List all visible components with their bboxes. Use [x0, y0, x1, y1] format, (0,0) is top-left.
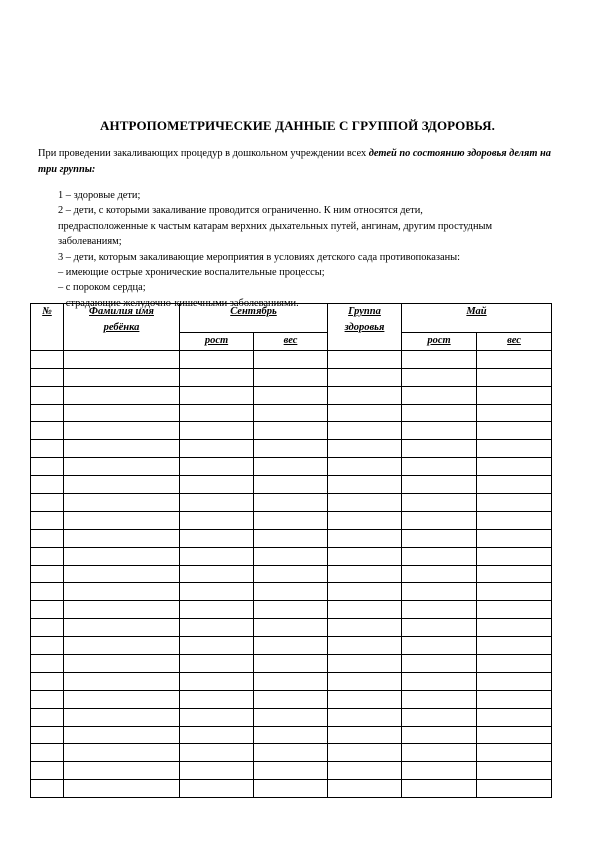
- table-cell[interactable]: [477, 422, 552, 440]
- table-cell[interactable]: [254, 690, 328, 708]
- table-cell[interactable]: [64, 529, 180, 547]
- table-cell[interactable]: [328, 511, 402, 529]
- table-cell[interactable]: [64, 350, 180, 368]
- table-row: [31, 422, 552, 440]
- table-cell[interactable]: [254, 476, 328, 494]
- table-row: [31, 780, 552, 798]
- table-cell[interactable]: [64, 440, 180, 458]
- table-cell[interactable]: [180, 547, 254, 565]
- table-cell[interactable]: [477, 583, 552, 601]
- table-row: [31, 708, 552, 726]
- table-cell[interactable]: [64, 476, 180, 494]
- table-cell[interactable]: [254, 780, 328, 798]
- table-cell[interactable]: [31, 494, 64, 512]
- table-cell[interactable]: [402, 350, 477, 368]
- table-cell[interactable]: [328, 762, 402, 780]
- table-row: [31, 762, 552, 780]
- table-cell[interactable]: [31, 744, 64, 762]
- table-cell[interactable]: [64, 655, 180, 673]
- table-cell[interactable]: [328, 726, 402, 744]
- table-cell[interactable]: [31, 386, 64, 404]
- table-cell[interactable]: [64, 726, 180, 744]
- table-cell[interactable]: [402, 440, 477, 458]
- page-title: АНТРОПОМЕТРИЧЕСКИЕ ДАННЫЕ С ГРУППОЙ ЗДОРОВЬЯ.: [100, 118, 495, 133]
- table-cell[interactable]: [31, 672, 64, 690]
- table-cell[interactable]: [31, 529, 64, 547]
- health-group-list: [58, 188, 568, 311]
- table-cell[interactable]: [180, 529, 254, 547]
- table-cell[interactable]: [328, 386, 402, 404]
- table-cell[interactable]: [64, 744, 180, 762]
- table-cell[interactable]: [180, 780, 254, 798]
- table-cell[interactable]: [254, 744, 328, 762]
- table-cell[interactable]: [180, 726, 254, 744]
- table-cell[interactable]: [31, 511, 64, 529]
- table-cell[interactable]: [477, 780, 552, 798]
- table-cell[interactable]: [477, 726, 552, 744]
- list-line: заболеваниям;: [58, 236, 122, 248]
- table-cell[interactable]: [328, 690, 402, 708]
- table-cell[interactable]: [64, 619, 180, 637]
- table-cell[interactable]: [180, 672, 254, 690]
- table-cell[interactable]: [328, 619, 402, 637]
- table-row: [31, 619, 552, 637]
- table-cell[interactable]: [328, 655, 402, 673]
- table-cell[interactable]: [254, 762, 328, 780]
- table-row: [31, 458, 552, 476]
- table-cell[interactable]: [31, 780, 64, 798]
- table-cell[interactable]: [402, 655, 477, 673]
- table-cell[interactable]: [64, 458, 180, 476]
- table-row: [31, 655, 552, 673]
- table-cell[interactable]: [477, 404, 552, 422]
- table-cell[interactable]: [64, 708, 180, 726]
- table-cell[interactable]: [477, 350, 552, 368]
- table-cell[interactable]: [31, 547, 64, 565]
- table-row: [31, 726, 552, 744]
- list-line: – имеющие острые хронические воспалительные процессы;: [58, 267, 325, 279]
- table-cell[interactable]: [31, 637, 64, 655]
- table-cell[interactable]: [477, 601, 552, 619]
- table-cell[interactable]: [180, 494, 254, 512]
- table-cell[interactable]: [477, 368, 552, 386]
- table-cell[interactable]: [477, 690, 552, 708]
- table-cell[interactable]: [254, 708, 328, 726]
- table-cell[interactable]: [477, 762, 552, 780]
- table-cell[interactable]: [402, 637, 477, 655]
- table-cell[interactable]: [180, 368, 254, 386]
- table-cell[interactable]: [402, 476, 477, 494]
- table-cell[interactable]: [328, 565, 402, 583]
- table-cell[interactable]: [477, 386, 552, 404]
- table-cell[interactable]: [31, 458, 64, 476]
- table-cell[interactable]: [31, 476, 64, 494]
- table-cell[interactable]: [31, 404, 64, 422]
- list-line: 3 – дети, которым закаливающие мероприятия в условиях детского сада противопоказаны:: [58, 251, 461, 263]
- table-cell[interactable]: [180, 708, 254, 726]
- table-cell[interactable]: [180, 386, 254, 404]
- table-cell[interactable]: [31, 422, 64, 440]
- table-cell[interactable]: [64, 690, 180, 708]
- table-cell[interactable]: [180, 476, 254, 494]
- intro-emphasis: детей по состоянию здоровья делят на три группы:: [38, 148, 551, 175]
- header-health-group: [328, 304, 402, 351]
- table-row: [31, 529, 552, 547]
- table-cell[interactable]: [180, 655, 254, 673]
- intro-paragraph: [38, 146, 563, 178]
- table-cell[interactable]: [477, 547, 552, 565]
- table-cell[interactable]: [402, 511, 477, 529]
- table-cell[interactable]: [477, 744, 552, 762]
- table-cell[interactable]: [328, 547, 402, 565]
- table-row: [31, 476, 552, 494]
- table-cell[interactable]: [477, 637, 552, 655]
- header-number: №: [31, 304, 64, 351]
- table-cell[interactable]: [180, 511, 254, 529]
- table-cell[interactable]: [328, 476, 402, 494]
- table-cell[interactable]: [477, 565, 552, 583]
- table-cell[interactable]: [402, 547, 477, 565]
- table-cell[interactable]: [402, 368, 477, 386]
- table-cell[interactable]: [477, 619, 552, 637]
- table-cell[interactable]: [180, 440, 254, 458]
- table-cell[interactable]: [477, 511, 552, 529]
- subheader-may-height: рост: [402, 333, 477, 351]
- header-may: Май: [402, 304, 552, 333]
- table-cell[interactable]: [31, 350, 64, 368]
- table-cell[interactable]: [254, 529, 328, 547]
- table-cell[interactable]: [64, 780, 180, 798]
- table-row: [31, 511, 552, 529]
- table-cell[interactable]: [402, 619, 477, 637]
- table-cell[interactable]: [328, 672, 402, 690]
- table-cell[interactable]: [64, 368, 180, 386]
- table-cell[interactable]: [180, 744, 254, 762]
- table-cell[interactable]: [328, 494, 402, 512]
- table-row: [31, 744, 552, 762]
- table-cell[interactable]: [254, 601, 328, 619]
- table-cell[interactable]: [31, 619, 64, 637]
- table-cell[interactable]: [180, 350, 254, 368]
- table-cell[interactable]: [328, 529, 402, 547]
- table-cell[interactable]: [254, 583, 328, 601]
- table-cell[interactable]: [254, 404, 328, 422]
- table-cell[interactable]: [402, 708, 477, 726]
- table-cell[interactable]: [254, 440, 328, 458]
- table-cell[interactable]: [31, 601, 64, 619]
- table-cell[interactable]: [64, 511, 180, 529]
- table-body: [31, 350, 552, 797]
- table-row: [31, 637, 552, 655]
- table-row: [31, 672, 552, 690]
- header-group-line1: Группа: [348, 306, 381, 317]
- table-row: [31, 583, 552, 601]
- table-cell[interactable]: [328, 780, 402, 798]
- table-cell[interactable]: [402, 744, 477, 762]
- table-row: [31, 547, 552, 565]
- table-cell[interactable]: [64, 672, 180, 690]
- table-cell[interactable]: [254, 422, 328, 440]
- table-cell[interactable]: [402, 780, 477, 798]
- table-cell[interactable]: [180, 637, 254, 655]
- table-cell[interactable]: [402, 726, 477, 744]
- anthropometric-table: [30, 303, 552, 798]
- table-cell[interactable]: [180, 583, 254, 601]
- table-cell[interactable]: [402, 386, 477, 404]
- subheader-may-weight: вес: [477, 333, 552, 351]
- table-cell[interactable]: [254, 637, 328, 655]
- table-row: [31, 386, 552, 404]
- table-cell[interactable]: [31, 565, 64, 583]
- table-cell[interactable]: [402, 494, 477, 512]
- table-cell[interactable]: [477, 476, 552, 494]
- header-group-line2: здоровья: [344, 322, 385, 333]
- table-cell[interactable]: [328, 350, 402, 368]
- table-cell[interactable]: [254, 494, 328, 512]
- subheader-sep-weight: вес: [254, 333, 328, 351]
- table-cell[interactable]: [31, 762, 64, 780]
- table-cell[interactable]: [254, 547, 328, 565]
- table-cell[interactable]: [328, 422, 402, 440]
- table-cell[interactable]: [402, 601, 477, 619]
- table-cell[interactable]: [402, 458, 477, 476]
- table-cell[interactable]: [477, 708, 552, 726]
- table-cell[interactable]: [31, 440, 64, 458]
- table-cell[interactable]: [64, 637, 180, 655]
- table-cell[interactable]: [31, 726, 64, 744]
- table-cell[interactable]: [477, 494, 552, 512]
- table-cell[interactable]: [328, 637, 402, 655]
- table-row: [31, 350, 552, 368]
- table-cell[interactable]: [254, 619, 328, 637]
- header-name: [64, 304, 180, 351]
- table-cell[interactable]: [402, 672, 477, 690]
- table-cell[interactable]: [254, 511, 328, 529]
- table-cell[interactable]: [328, 368, 402, 386]
- list-line: – страдающие желудочно-кишечными заболеваниями.: [58, 297, 299, 309]
- table-row: [31, 440, 552, 458]
- table-row: [31, 404, 552, 422]
- table-cell[interactable]: [402, 565, 477, 583]
- table-cell[interactable]: [328, 583, 402, 601]
- table-cell[interactable]: [254, 672, 328, 690]
- table-cell[interactable]: [64, 386, 180, 404]
- table-cell[interactable]: [254, 655, 328, 673]
- table-cell[interactable]: [477, 655, 552, 673]
- list-line: – с пороком сердца;: [58, 282, 146, 294]
- table-cell[interactable]: [64, 565, 180, 583]
- table-cell[interactable]: [180, 565, 254, 583]
- table-cell[interactable]: [477, 458, 552, 476]
- table-row: [31, 565, 552, 583]
- list-line: предрасположенные к частым катарам верхних дыхательных путей, ангинам, другим простудным: [58, 220, 493, 232]
- table-cell[interactable]: [64, 762, 180, 780]
- table-cell[interactable]: [180, 619, 254, 637]
- list-line: 1 – здоровые дети;: [58, 190, 141, 201]
- header-name-line1: Фамилия имя: [89, 306, 154, 317]
- table-cell[interactable]: [328, 440, 402, 458]
- table-cell[interactable]: [402, 762, 477, 780]
- table-cell[interactable]: [328, 708, 402, 726]
- table-cell[interactable]: [402, 583, 477, 601]
- table-cell[interactable]: [254, 458, 328, 476]
- table-cell[interactable]: [180, 458, 254, 476]
- subheader-sep-height: рост: [180, 333, 254, 351]
- table-cell[interactable]: [64, 422, 180, 440]
- table-cell[interactable]: [328, 601, 402, 619]
- table-cell[interactable]: [180, 404, 254, 422]
- table-row: [31, 368, 552, 386]
- table-cell[interactable]: [477, 672, 552, 690]
- table-cell[interactable]: [64, 494, 180, 512]
- table-cell[interactable]: [254, 565, 328, 583]
- table-cell[interactable]: [254, 386, 328, 404]
- table-cell[interactable]: [31, 708, 64, 726]
- table-cell[interactable]: [64, 583, 180, 601]
- table-cell[interactable]: [180, 690, 254, 708]
- table-cell[interactable]: [180, 422, 254, 440]
- table-cell[interactable]: [477, 440, 552, 458]
- table-cell[interactable]: [328, 404, 402, 422]
- header-name-line2: ребёнка: [103, 322, 140, 333]
- table-cell[interactable]: [328, 458, 402, 476]
- table-cell[interactable]: [402, 404, 477, 422]
- list-line: 2 – дети, с которыми закаливание проводится ограниченно. К ним относятся дети,: [58, 205, 423, 217]
- table-cell[interactable]: [402, 690, 477, 708]
- table-cell[interactable]: [31, 583, 64, 601]
- table-cell[interactable]: [254, 726, 328, 744]
- table-cell[interactable]: [64, 601, 180, 619]
- table-cell[interactable]: [31, 655, 64, 673]
- table-cell[interactable]: [180, 601, 254, 619]
- table-cell[interactable]: [477, 529, 552, 547]
- table-cell[interactable]: [64, 404, 180, 422]
- table-cell[interactable]: [328, 744, 402, 762]
- table-cell[interactable]: [64, 547, 180, 565]
- table-cell[interactable]: [31, 690, 64, 708]
- header-september: Сентябрь: [180, 304, 328, 333]
- table-row: [31, 690, 552, 708]
- table-cell[interactable]: [31, 368, 64, 386]
- table-cell[interactable]: [254, 350, 328, 368]
- table-cell[interactable]: [254, 368, 328, 386]
- table-cell[interactable]: [402, 422, 477, 440]
- table-cell[interactable]: [180, 762, 254, 780]
- intro-text: При проведении закаливающих процедур в дошкольном учреждении всех: [38, 148, 369, 159]
- table-row: [31, 494, 552, 512]
- table-row: [31, 601, 552, 619]
- table-cell[interactable]: [402, 529, 477, 547]
